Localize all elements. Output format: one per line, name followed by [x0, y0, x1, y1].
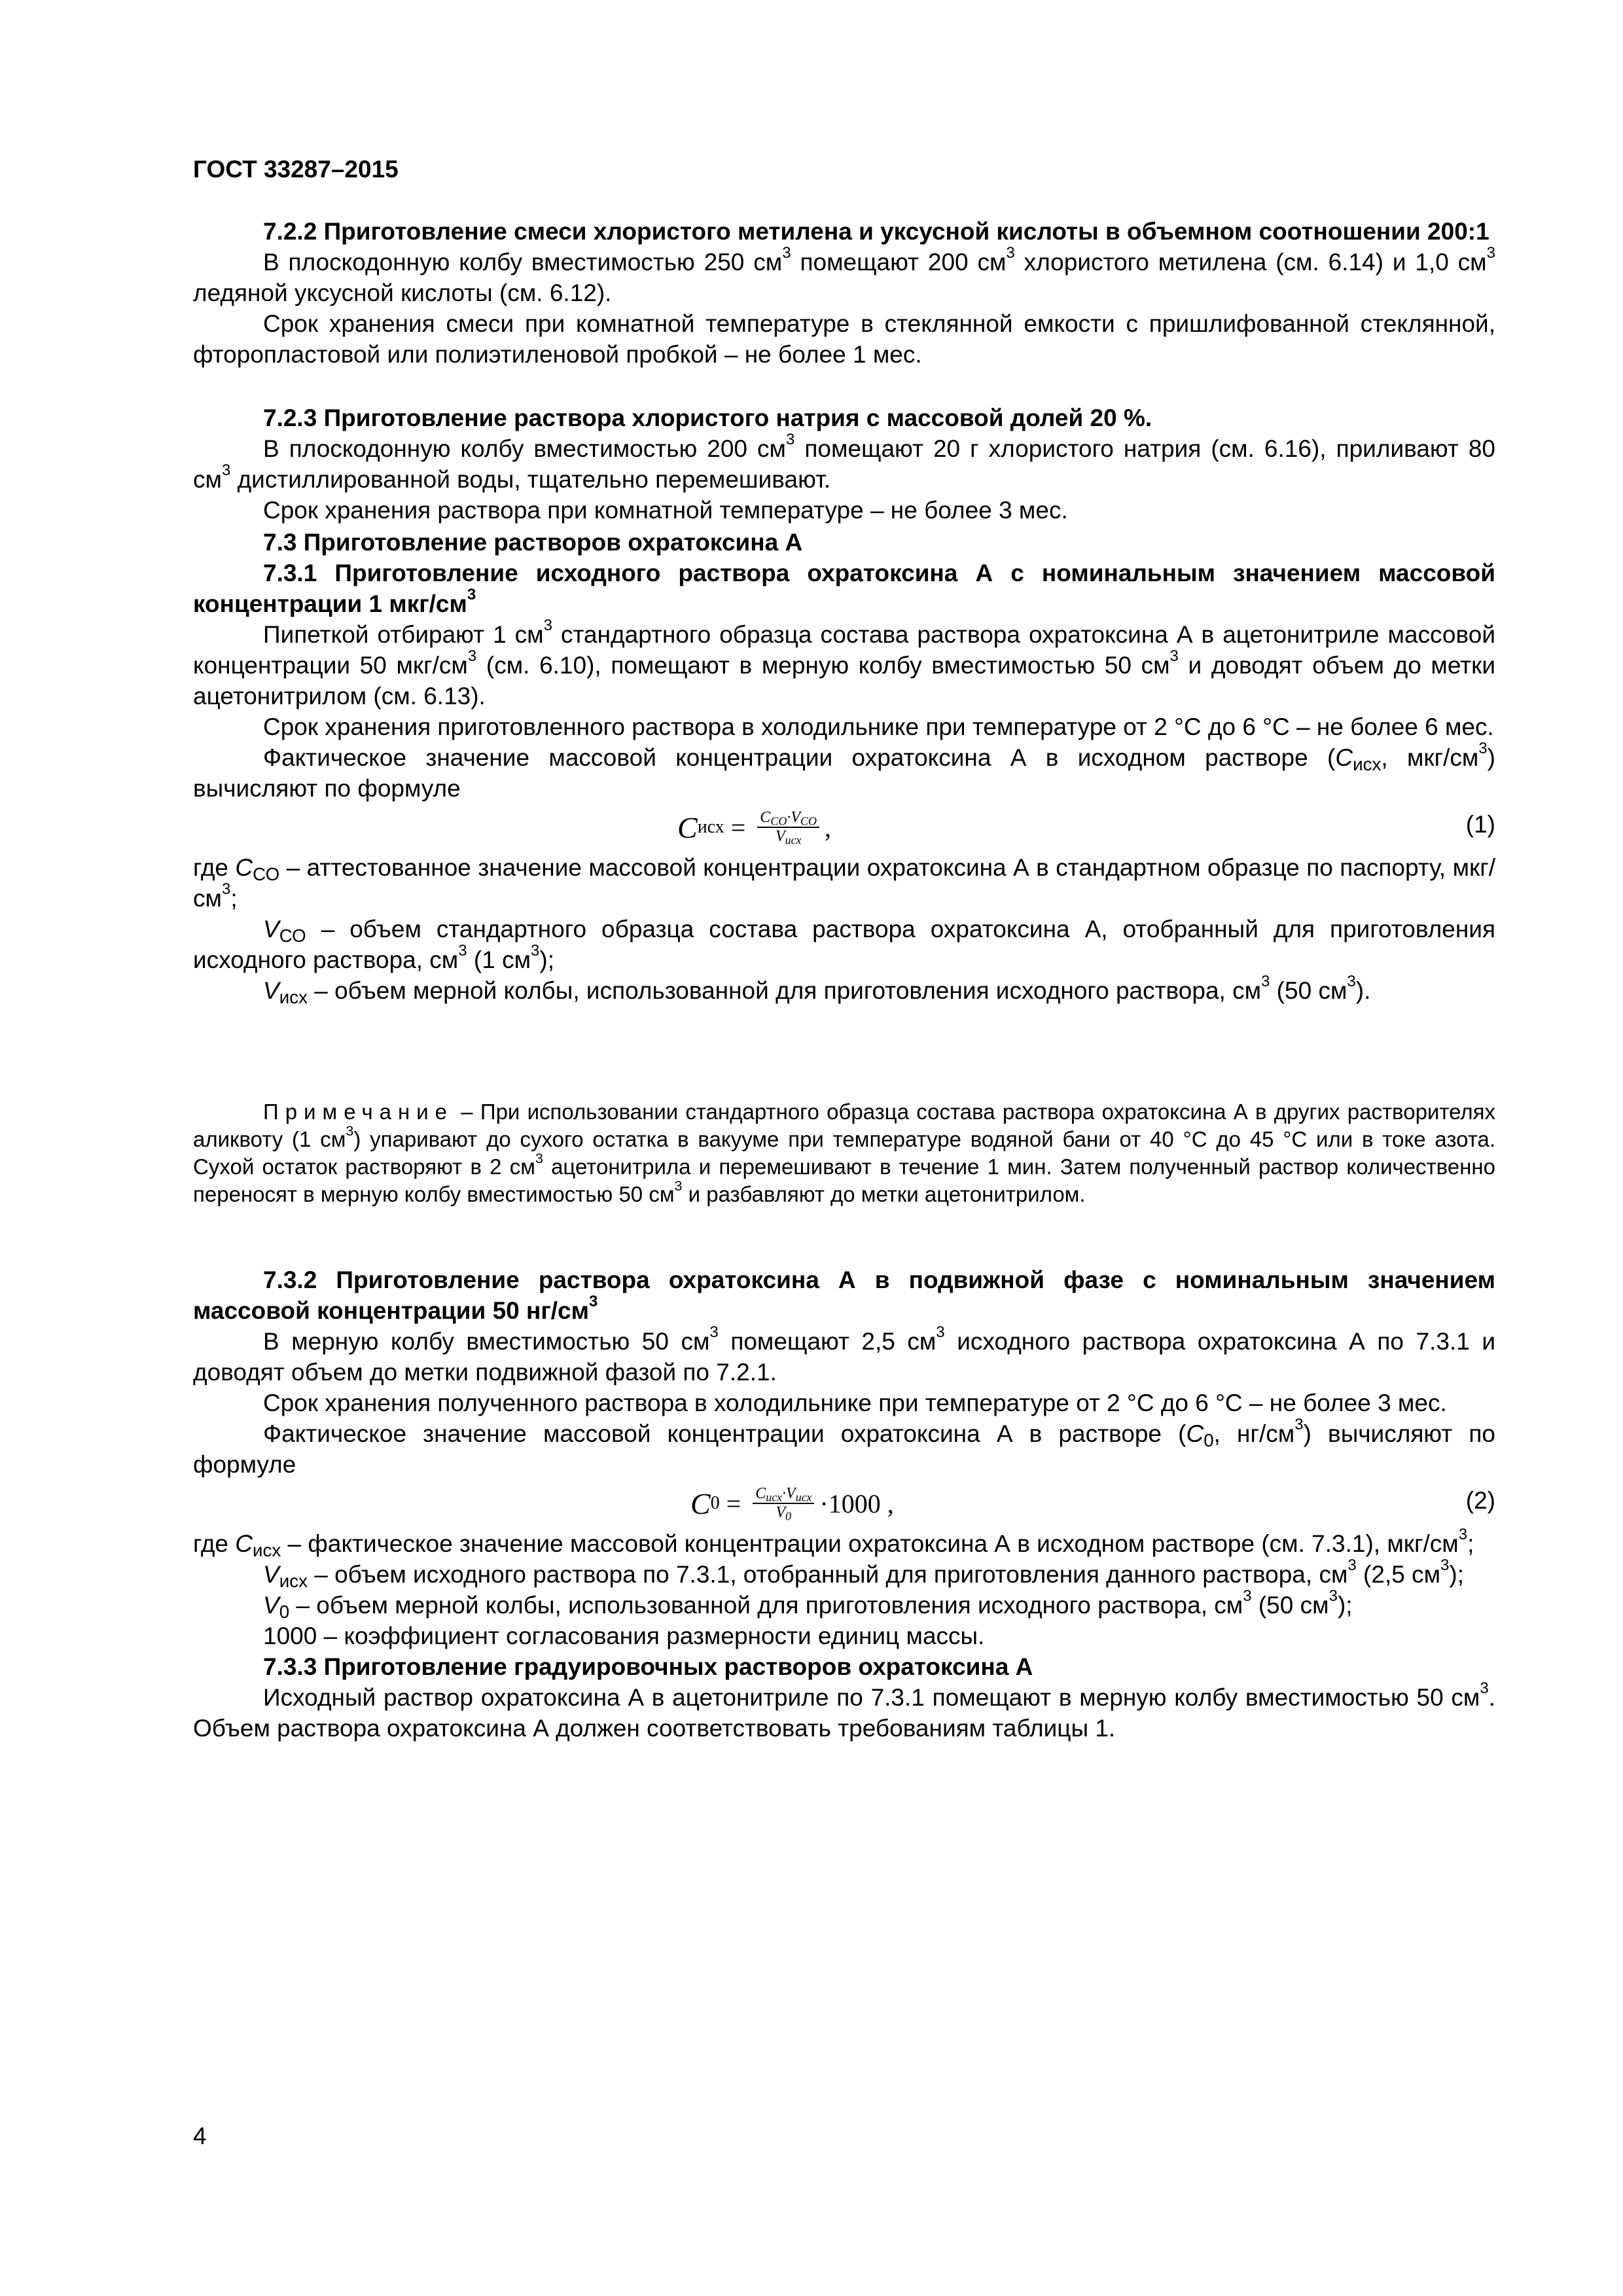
where-clause: где $С_{СО}$ – аттестованное значение массовой концентрации охратоксина А в стандартном образце по паспорту, мкг/$см^3$;: [193, 854, 1495, 912]
section-heading: 7.3.2 Приготовление раствора охратоксина А в подвижной фазе с номинальным значением массовой концентрации 50 $нг/см^3$: [193, 1266, 1495, 1324]
section-heading: 7.3.1 Приготовление исходного раствора охратоксина А с номинальным значением массовой концентрации 1 мкг/$см^3$: [193, 560, 1495, 617]
where-clause: 1000 – коэффициент согласования размерности единиц массы.: [263, 1623, 985, 1649]
section-heading: 7.2.2 Приготовление смеси хлористого метилена и уксусной кислоты в объемном соотношении 200:1: [263, 218, 1489, 245]
paragraph: В плоскодонную колбу вместимостью 250 $см^3$ помещают 200 $см^3$ хлористого метилена (см. 6.14) и 1,0 $см^3$ ледяной уксусной кислоты (см. 6.12).: [193, 243, 1495, 306]
paragraph: Фактическое значение массовой концентрации охратоксина А в исходном растворе ($С_{исх}$, мкг/$см^3$) вычисляют по формуле: [193, 739, 1495, 802]
paragraph: Исходный раствор охратоксина А в ацетонитриле по 7.3.1 помещают в мерную колбу вместимостью 50 $см^3$. Объем раствора охратоксина А должен соответствовать требованиям таблицы 1.: [193, 1679, 1495, 1742]
formula-1: [193, 809, 1495, 852]
paragraph: Фактическое значение массовой концентрации охратоксина А в растворе ($С_0$, $нг/см^3$) вычисляют по формуле: [193, 1415, 1495, 1478]
section-7-2-3: [193, 403, 1495, 526]
document-code-header: ГОСТ 33287–2015: [193, 156, 399, 183]
where-clause: $V_{исх}$ – объем мерной колбы, использованной для приготовления исходного раствора, $см^3$ (50 $см^3$).: [263, 972, 1371, 1007]
equation-number: (1): [1465, 811, 1495, 838]
equation-number: (2): [1465, 1487, 1495, 1514]
section-heading: 7.3 Приготовление растворов охратоксина А: [263, 529, 803, 556]
note-label: Примечание: [263, 1100, 454, 1124]
section-heading: 7.3.3 Приготовление градуировочных растворов охратоксина А: [263, 1653, 1033, 1680]
formula-1-expression: C исх = $\frac{C_{CO}\cdot V_{CO}}{V_{исх}}$ ,: [677, 809, 832, 847]
where-clause: $V_0$ – объем мерной колбы, использованной для приготовления исходного раствора, $см^3$ (50 $см^3$);: [263, 1587, 1353, 1622]
where-clause: $V_{СО}$ – объем стандартного образца состава раствора охратоксина А, отобранный для приготовления исходного раствора, $см^3$ (1 $см^3$);: [193, 916, 1495, 973]
section-7-3: [193, 527, 1495, 1006]
formula-1-fraction: $\frac{C_{CO}\cdot V_{CO}}{V_{исх}}$: [757, 809, 819, 846]
formula-2: [193, 1485, 1495, 1528]
paragraph: Срок хранения раствора при комнатной температуре – не более 3 мес.: [263, 497, 1068, 524]
where-clause: $V_{исх}$ – объем исходного раствора по 7.3.1, отобранный для приготовления данного раствора, $см^3$ (2,5 $см^3$);: [263, 1556, 1465, 1591]
section-heading: 7.2.3 Приготовление раствора хлористого натрия с массовой долей 20 %.: [263, 404, 1152, 431]
formula-2-fraction: $\frac{C_{исх}\cdot V_{исх}}{V_0}$: [753, 1485, 814, 1522]
paragraph: В мерную колбу вместимостью 50 $см^3$ помещают 2,5 $см^3$ исходного раствора охратоксина А по 7.3.1 и доводят объем до метки подвижной фазой по 7.2.1.: [193, 1323, 1496, 1386]
formula-2-expression: C 0 = $\frac{C_{исх}\cdot V_{исх}}{V_0}$ ·1000 ,: [690, 1485, 894, 1523]
paragraph: Срок хранения полученного раствора в холодильнике при температуре от 2 °С до 6 °С – не более 3 мес.: [263, 1390, 1447, 1416]
section-7-3-2: [193, 1265, 1495, 1744]
page-number: 4: [193, 2123, 207, 2149]
paragraph: Срок хранения смеси при комнатной температуре в стеклянной емкости с пришлифованной стеклянной, фторопластовой или полиэтиленовой пробкой – не более 1 мес.: [193, 310, 1495, 368]
where-clause: где $С_{исх}$ – фактическое значение массовой концентрации охратоксина А в исходном растворе (см. 7.3.1), мкг/$см^3$;: [193, 1525, 1474, 1560]
note-block: [193, 1098, 1495, 1208]
paragraph: В плоскодонную колбу вместимостью 200 $см^3$ помещают 20 г хлористого натрия (см. 6.16), приливают 80 $см^3$ дистиллированной воды, тщательно перемешивают.: [193, 430, 1495, 493]
paragraph: Пипеткой отбирают 1 $см^3$ стандартного образца состава раствора охратоксина А в ацетонитриле массовой концентрации 50 мкг/$см^3$ (см. 6.10), помещают в мерную колбу вместимостью 50 $см^3$ и доводят объем до метки ацетонитрилом (см. 6.13).: [193, 616, 1496, 709]
paragraph: Срок хранения приготовленного раствора в холодильнике при температуре от 2 °С до 6 °С – не более 6 мес.: [263, 713, 1494, 740]
note-text: Примечание – При использовании стандартного образца состава раствора охратоксина А в других растворителях аликвоту (1 $см^3$) упаривают до сухого остатка в вакууме при температуре водяной бани от 40 °С до 45 °С или в токе азота. Сухой остаток растворяют в 2 $см^3$ ацетонитрила и перемешивают в течение 1 мин. Затем полученный раствор количественно переносят в мерную колбу вместимостью 50 $см^3$ и разбавляют до метки ацетонитрилом.: [193, 1100, 1496, 1206]
section-7-2-2: [193, 216, 1495, 370]
